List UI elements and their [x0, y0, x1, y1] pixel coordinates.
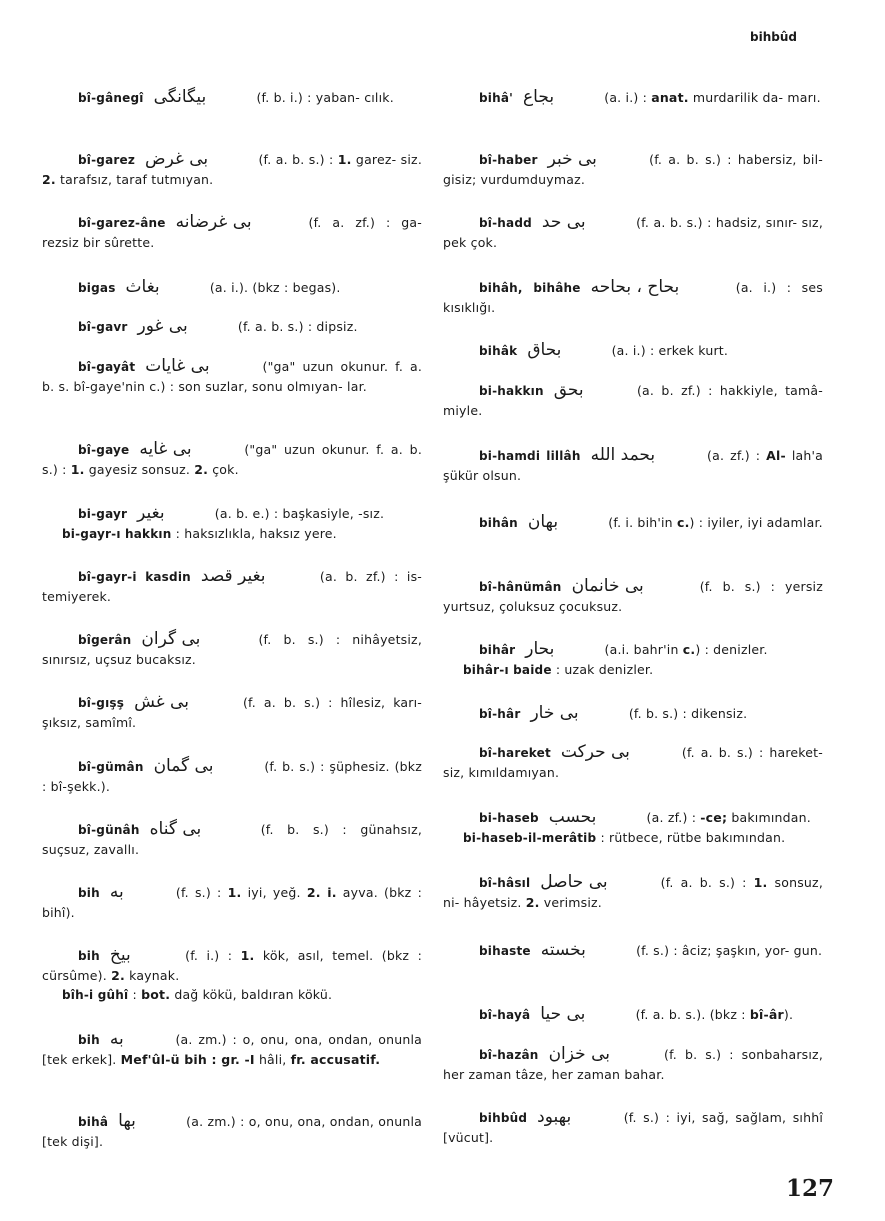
dictionary-entry-bihbud: bihbûd بهبود (f. s.) : iyi, sağ, sağlam, sıhhî [vücut]. [443, 1107, 823, 1145]
arabic-script: بی غایه [139, 439, 192, 459]
headword: bi-hakkın [479, 384, 544, 398]
dictionary-entry-bih-1: bih به (f. s.) : 1. iyi, yeğ. 2. i. ayva. (bkz : bihî). [42, 882, 423, 920]
arabic-script: بی غایات [145, 356, 210, 376]
headword: bihâk [479, 344, 518, 358]
headword: bî-hâr [479, 707, 521, 721]
dictionary-entry-bi-garez: bî-garez بی غرض (f. a. b. s.) : 1. garez- siz. 2. tarafsız, taraf tutmıyan. [42, 149, 422, 187]
dictionary-entry-bi-gayr-i-kasdin: bî-gayr-i kasdin بغیر قصد (a. b. zf.) : is- temiyerek. [42, 566, 423, 604]
headword: bî-gümân [78, 760, 144, 774]
arabic-script: به [109, 882, 124, 902]
headword: bih [78, 949, 100, 963]
dictionary-entry-bi-haniman: bî-hânümân بی خانمان (f. b. s.) : yersiz yurtsuz, çoluksuz çocuksuz. [443, 576, 823, 614]
dictionary-entry-bi-hamdi-lillah: bi-hamdi lillâh بحمد الله (a. zf.) : Al- lah'a şükür olsun. [443, 445, 824, 483]
headword: bihbûd [479, 1111, 528, 1125]
arabic-script: بی حد [541, 212, 586, 232]
headword: bi-gayr-ı hakkın [62, 527, 172, 541]
headword: bi-haseb-il-merâtib [463, 831, 597, 845]
arabic-script: بیگانگی [153, 87, 207, 107]
headword: bî-hazân [479, 1048, 539, 1062]
arabic-script: بی حیا [540, 1004, 586, 1024]
arabic-script: بی گران [141, 629, 201, 649]
headword: bî-gavr [78, 320, 128, 334]
dictionary-entry-bigas: bigas بغاث (a. i.). (bkz : begas). [78, 277, 341, 297]
headword: bî-günâh [78, 823, 140, 837]
dictionary-entry-biha-a: bihâ' بجاع (a. i.) : anat. murdarilik da- marı. [479, 87, 821, 107]
dictionary-entry-biha: bihâ بها (a. zm.) : o, onu, ona, ondan, onunla [tek dişi]. [42, 1111, 422, 1149]
headword: bihâ [78, 1115, 109, 1129]
headword: bî-gânegî [78, 91, 144, 105]
headword: bi-haseb [479, 811, 539, 825]
dictionary-entry-bihaste: bihaste بخسته (f. s.) : âciz; şaşkın, yor- gun. [479, 940, 823, 960]
headword: bî-hânümân [479, 580, 562, 594]
dictionary-entry-bi-guman: bî-gümân بی گمان (f. b. s.) : şüphesiz. (bkz : bî-şekk.). [42, 756, 422, 794]
arabic-script: بیخ [109, 945, 131, 965]
arabic-script: بی خبر [547, 149, 597, 169]
dictionary-entry-bi-har: bî-hâr بی خار (f. b. s.) : dikensiz. [479, 703, 748, 723]
headword: bih [78, 1033, 100, 1047]
dictionary-entry-bi-ganegi: bî-gânegî بیگانگی (f. b. i.) : yaban- cılık. [78, 87, 394, 107]
headword: bihâ' [479, 91, 514, 105]
arabic-script: بحار [525, 639, 555, 659]
arabic-script: بی غش [134, 692, 189, 712]
dictionary-entry-bih-3: bih به (a. zm.) : o, onu, ona, ondan, onunla [tek erkek]. Mef'ûl-ü bih : gr. -I hâli, fr. accusatif. [42, 1029, 422, 1067]
headword: bî-hareket [479, 746, 551, 760]
dictionary-entry-bi-hareket: bî-hareket بی حرکت (f. a. b. s.) : hareket- siz, kımıldamıyan. [443, 742, 823, 780]
arabic-script: بی خزان [548, 1044, 610, 1064]
headword: bihâr-ı baide [463, 663, 552, 677]
headword: bî-gayât [78, 360, 136, 374]
dictionary-entry-bi-hazan: bî-hazân بی خزان (f. b. s.) : sonbaharsız, her zaman tâze, her zaman bahar. [443, 1044, 823, 1082]
headword: bigas [78, 281, 116, 295]
arabic-script: به [109, 1029, 124, 1049]
arabic-script: بی گناه [149, 819, 202, 839]
headword: bî-garez [78, 153, 136, 167]
headword: bî-gaye [78, 443, 130, 457]
dictionary-entry-bi-gayr: bi-gayr بغیر (a. b. e.) : başkasiyle, -sız. bi-gayr-ı hakkın : haksızlıkla, haksız yere. [62, 503, 385, 541]
dictionary-entry-bi-gaye: bî-gaye بی غایه ("ga" uzun okunur. f. a. b. s.) : 1. gayesiz sonsuz. 2. çok. [42, 439, 422, 477]
headword: bî-gayr-i kasdin [78, 570, 191, 584]
dictionary-entry-bihak: bihâk بحاق (a. i.) : erkek kurt. [479, 340, 729, 360]
arabic-script: بجاع [523, 87, 555, 107]
dictionary-entry-bihan: bihân بهان (f. i. bih'in c.) : iyiler, iyi adamlar. [479, 512, 823, 532]
dictionary-entry-bi-giss: bî-gışş بی غش (f. a. b. s.) : hîlesiz, karı- şıksız, samîmî. [42, 692, 422, 730]
arabic-script: بخسته [540, 940, 586, 960]
dictionary-entry-bi-hakkin: bi-hakkın بحق (a. b. zf.) : hakkiyle, tamâ- miyle. [443, 380, 823, 418]
headword: bî-hadd [479, 216, 532, 230]
arabic-script: بی حاصل [540, 872, 608, 892]
arabic-script: بی حرکت [560, 742, 630, 762]
dictionary-entry-bi-hasil: bî-hâsıl بی حاصل (f. a. b. s.) : 1. sonsuz, ni- hâyetsiz. 2. verimsiz. [443, 872, 823, 910]
headword: bî-hâsıl [479, 876, 531, 890]
dictionary-entry-bi-haya: bî-hayâ بی حیا (f. a. b. s.). (bkz : bî-âr). [479, 1004, 794, 1024]
headword: bi-hamdi lillâh [479, 449, 581, 463]
headword: bî-gışş [78, 696, 125, 710]
dictionary-entry-bihar: bihâr بحار (a.i. bahr'in c.) : denizler. bihâr-ı baide : uzak denizler. [463, 639, 768, 677]
headword: bî-hayâ [479, 1008, 531, 1022]
headword: bî-haber [479, 153, 538, 167]
headword: bihâr [479, 643, 516, 657]
headword: bî-garez-âne [78, 216, 166, 230]
arabic-script: بها [118, 1111, 136, 1131]
headword: bi-gayr [78, 507, 128, 521]
dictionary-entry-bigeran: bîgerân بی گران (f. b. s.) : nihâyetsiz, sınırsız, uçsuz bucaksız. [42, 629, 422, 667]
arabic-script: بحسب [548, 807, 597, 827]
headword: bîgerân [78, 633, 132, 647]
dictionary-entry-bihah: bihâh, bihâhe بحاح ، بحاحه (a. i.) : ses kısıklığı. [443, 277, 823, 315]
arabic-script: بحاق [527, 340, 562, 360]
headword: bîh-i gûhî [62, 988, 129, 1002]
dictionary-entry-bi-gavr: bî-gavr بی غور (f. a. b. s.) : dipsiz. [78, 316, 358, 336]
arabic-script: بی غرض [145, 149, 209, 169]
arabic-script: بغیر [137, 503, 165, 523]
dictionary-entry-bi-haseb: bi-haseb بحسب (a. zf.) : -ce; bakımından. bi-haseb-il-merâtib : rütbece, rütbe bakımından. [463, 807, 811, 845]
arabic-script: بهبود [537, 1107, 572, 1127]
headword: bihâh, bihâhe [479, 281, 581, 295]
dictionary-entry-bih-2: bih بیخ (f. i.) : 1. kök, asıl, temel. (bkz : cürsûme). 2. kaynak. bîh-i gûhî : bot. dağ kökü, baldıran kökü. [42, 945, 422, 1002]
arabic-script: بی غور [137, 316, 188, 336]
arabic-script: بحمد الله [590, 445, 656, 465]
dictionary-entry-bi-garez-ane: bî-garez-âne بی غرضانه (f. a. zf.) : ga- rezsiz bir sûrette. [42, 212, 422, 250]
headword: bihân [479, 516, 518, 530]
headword: bih [78, 886, 100, 900]
arabic-script: بحق [553, 380, 584, 400]
dictionary-entry-bi-gunah: bî-günâh بی گناه (f. b. s.) : günahsız, suçsuz, zavallı. [42, 819, 422, 857]
arabic-script: بی غرضانه [175, 212, 252, 232]
dictionary-entry-bi-haber: bî-haber بی خبر (f. a. b. s.) : habersiz, bil- gisiz; vurdumduymaz. [443, 149, 823, 187]
arabic-script: بی گمان [153, 756, 214, 776]
arabic-script: بغیر قصد [200, 566, 266, 586]
dictionary-entry-bi-gayat: bî-gayât بی غایات ("ga" uzun okunur. f. a. b. s. bî-gaye'nin c.) : son suzlar, sonu olmıyan- lar. [42, 356, 422, 394]
running-head: bihbûd [750, 30, 797, 44]
arabic-script: بغاث [125, 277, 160, 297]
dictionary-entry-bi-hadd: bî-hadd بی حد (f. a. b. s.) : hadsiz, sınır- sız, pek çok. [443, 212, 823, 250]
arabic-script: بی خانمان [571, 576, 644, 596]
arabic-script: بحاح ، بحاحه [590, 277, 680, 297]
headword: bihaste [479, 944, 531, 958]
arabic-script: بهان [527, 512, 559, 532]
arabic-script: بی خار [530, 703, 579, 723]
page-number: 127 [786, 1175, 835, 1202]
